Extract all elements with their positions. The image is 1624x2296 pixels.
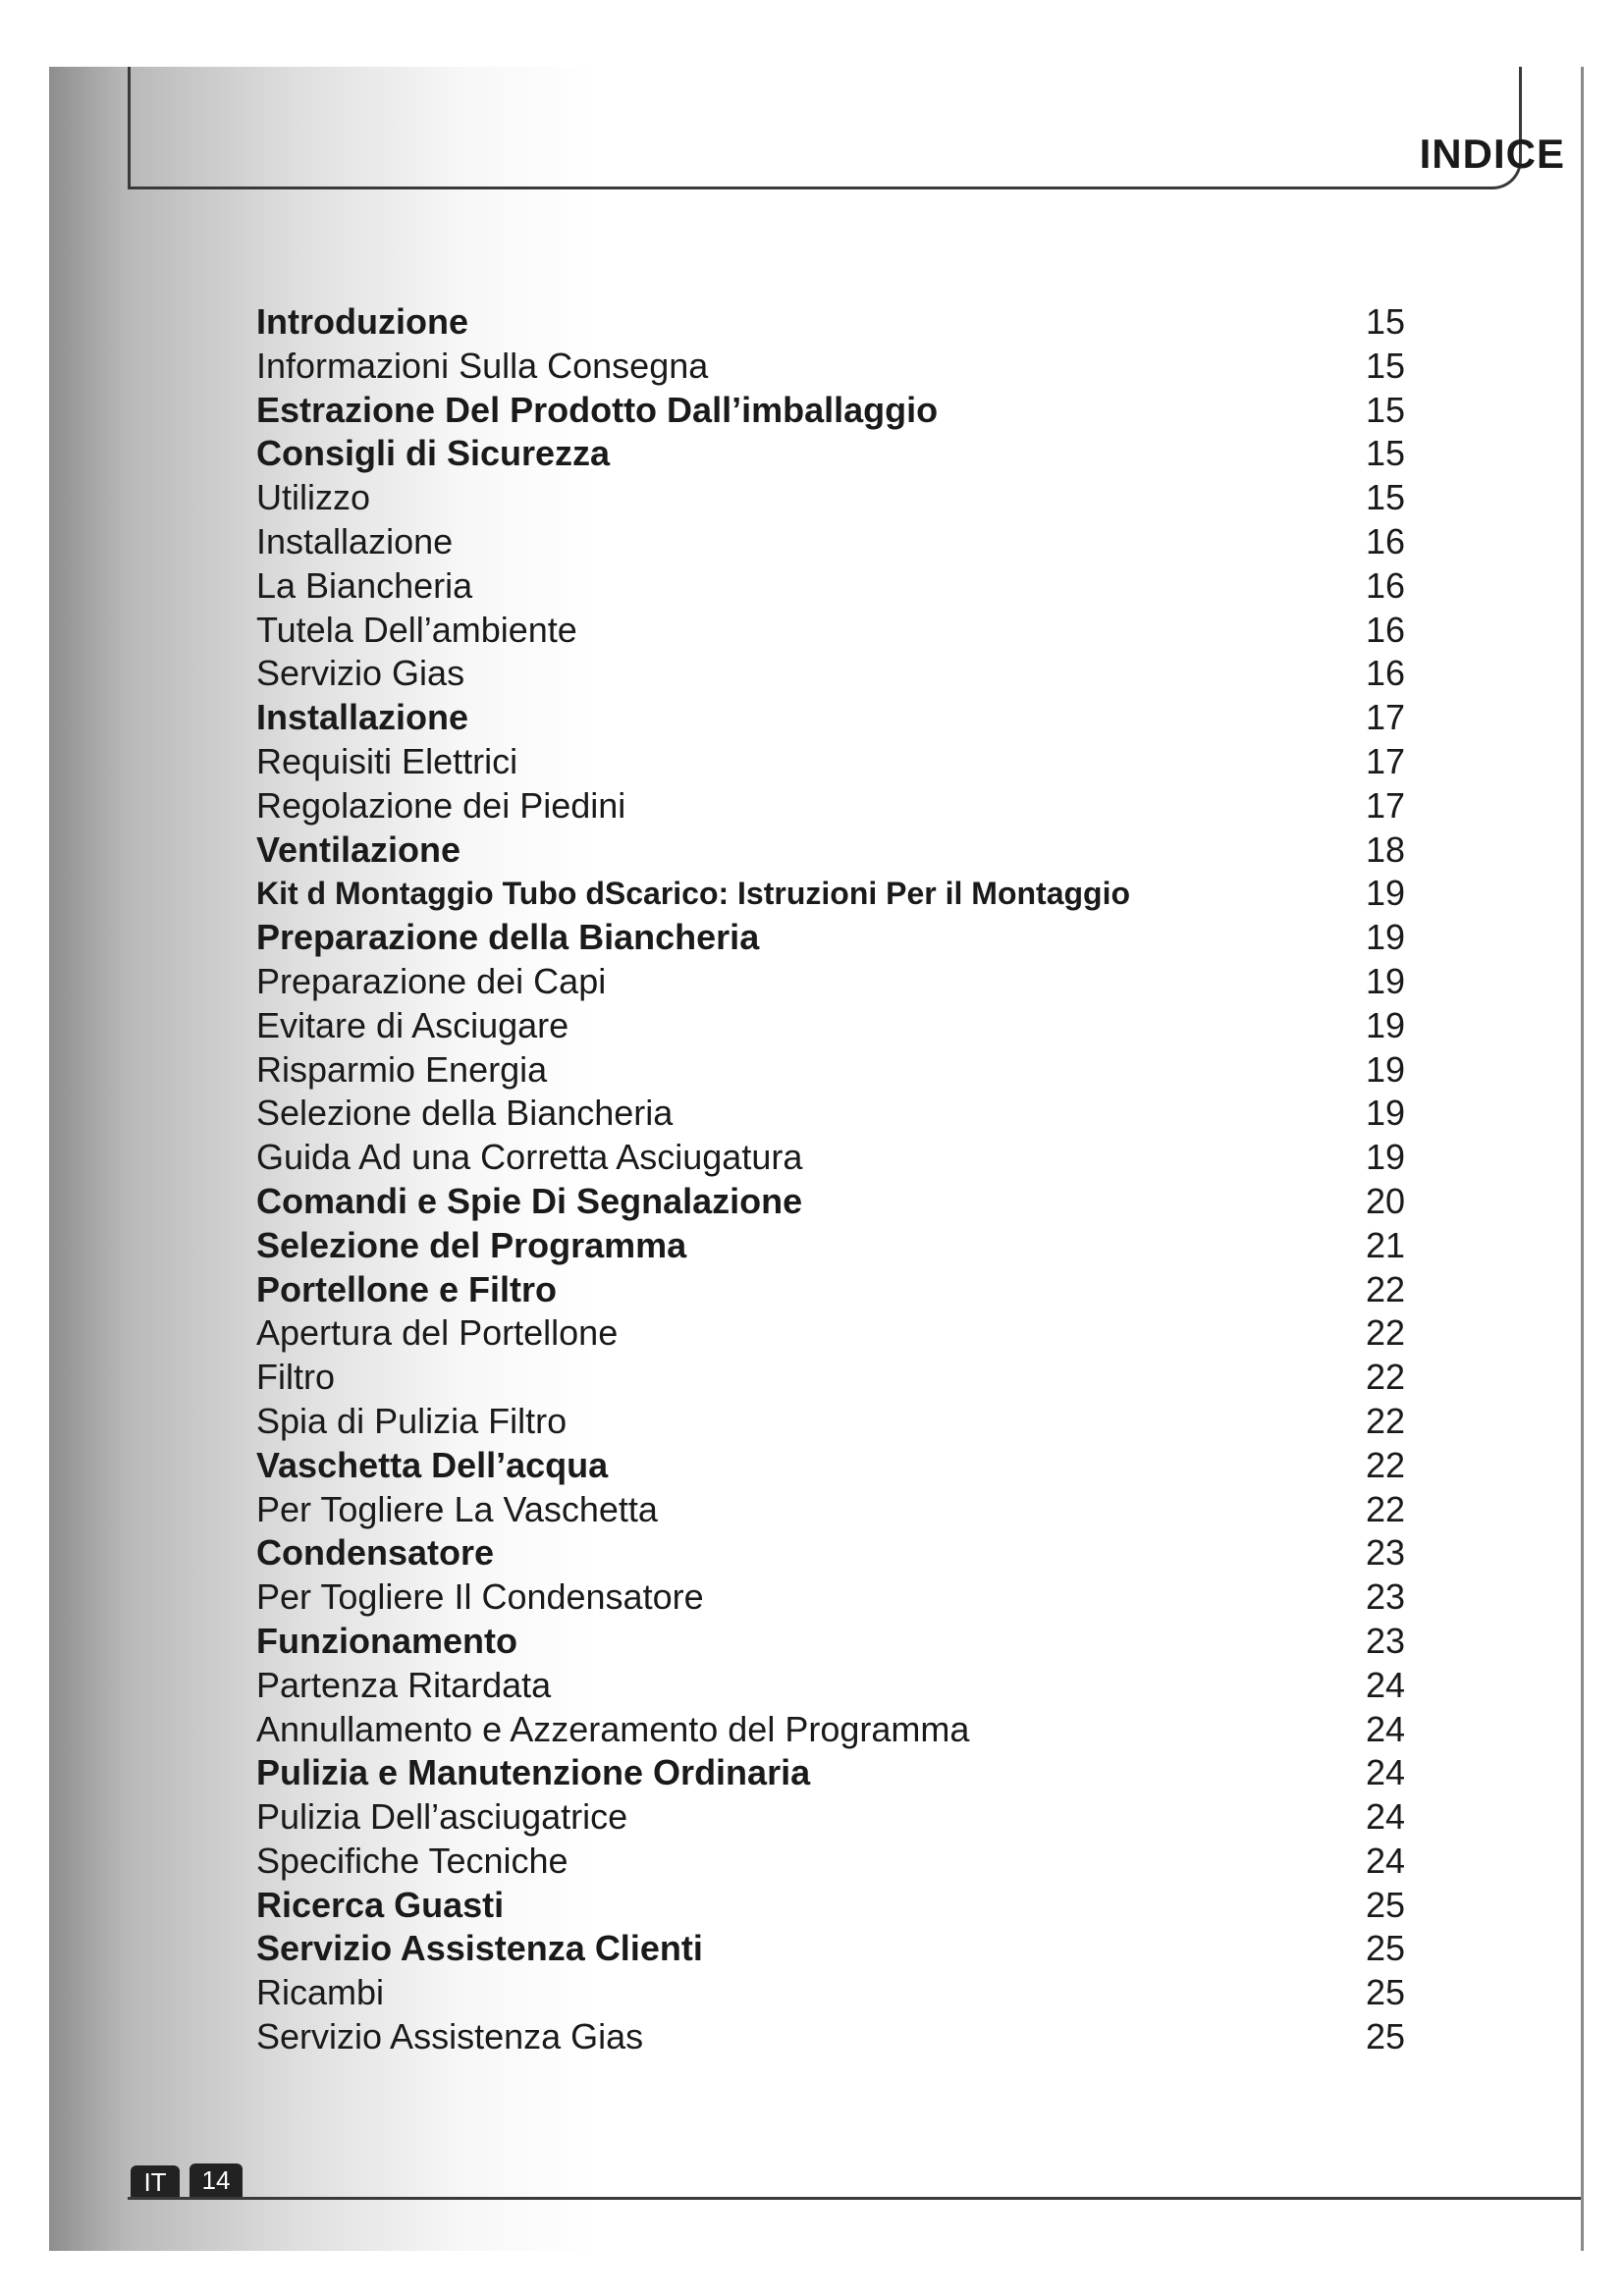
toc-entry-page: 22 [1366, 1488, 1406, 1529]
toc-entry-page: 24 [1366, 1664, 1406, 1705]
toc-entry-label: Kit d Montaggio Tubo dScarico: Istruzioni Per il Montaggio [256, 876, 1131, 912]
toc-entry-page: 22 [1366, 1357, 1406, 1398]
toc-entry-page: 25 [1366, 1928, 1406, 1969]
toc-entry-label: Installazione [256, 697, 469, 738]
toc-entry-page: 23 [1366, 1620, 1406, 1661]
toc-entry-label: Portellone e Filtro [256, 1268, 558, 1309]
toc-entry-page: 24 [1366, 1708, 1406, 1749]
toc-entry [256, 784, 1425, 828]
toc-entry [256, 1708, 1425, 1752]
toc-entry-label: Condensatore [256, 1532, 495, 1574]
toc-entry-label: Evitare di Asciugare [256, 1004, 569, 1045]
toc-entry-page: 20 [1366, 1180, 1406, 1221]
toc-entry-label: Selezione della Biancheria [256, 1093, 674, 1134]
toc-entry [256, 389, 1425, 433]
toc-entry-label: Apertura del Portellone [256, 1312, 619, 1354]
page-number-badge: 14 [189, 2163, 243, 2197]
toc-entry-page: 25 [1366, 1884, 1406, 1925]
toc-entry [256, 1224, 1425, 1268]
toc-entry-page: 16 [1366, 520, 1406, 561]
toc-entry-page: 15 [1366, 301, 1406, 342]
toc-entry-label: Partenza Ritardata [256, 1664, 552, 1705]
toc-entry [256, 1311, 1425, 1356]
toc-entry-label: Servizio Assistenza Clienti [256, 1928, 703, 1969]
toc-entry-page: 21 [1366, 1224, 1406, 1265]
toc-entry-label: Ventilazione [256, 828, 461, 870]
table-of-contents [256, 300, 1425, 2059]
toc-entry [256, 1004, 1425, 1048]
toc-entry-page: 15 [1366, 433, 1406, 474]
toc-entry-page: 24 [1366, 1752, 1406, 1793]
toc-entry-page: 15 [1366, 389, 1406, 430]
toc-entry-label: Informazioni Sulla Consegna [256, 345, 709, 386]
toc-entry [256, 2015, 1425, 2059]
toc-entry-label: Selezione del Programma [256, 1224, 687, 1265]
toc-entry-label: Servizio Assistenza Gias [256, 2016, 644, 2057]
toc-entry-label: Preparazione della Biancheria [256, 917, 760, 958]
toc-entry [256, 1400, 1425, 1444]
toc-entry [256, 1180, 1425, 1224]
toc-entry [256, 1136, 1425, 1180]
toc-entry [256, 1092, 1425, 1136]
toc-entry-page: 23 [1366, 1576, 1406, 1618]
toc-entry-page: 24 [1366, 1796, 1406, 1838]
toc-entry-page: 23 [1366, 1532, 1406, 1574]
toc-entry [256, 1444, 1425, 1488]
toc-entry-page: 17 [1366, 740, 1406, 781]
toc-entry [256, 1884, 1425, 1928]
toc-entry-page: 25 [1366, 1972, 1406, 2013]
toc-entry [256, 1840, 1425, 1884]
language-badge: IT [131, 2165, 180, 2197]
toc-entry [256, 520, 1425, 564]
toc-entry [256, 345, 1425, 389]
toc-entry [256, 1664, 1425, 1708]
toc-entry-label: Utilizzo [256, 477, 371, 518]
toc-entry [256, 609, 1425, 653]
toc-entry [256, 740, 1425, 784]
toc-entry [256, 1048, 1425, 1093]
toc-entry-page: 16 [1366, 564, 1406, 606]
page-title: INDICE [1419, 131, 1565, 177]
toc-entry-page: 22 [1366, 1444, 1406, 1485]
toc-entry-label: Pulizia Dell’asciugatrice [256, 1796, 628, 1838]
toc-entry [256, 1356, 1425, 1400]
toc-entry-page: 16 [1366, 653, 1406, 694]
toc-entry-page: 25 [1366, 2016, 1406, 2057]
toc-entry [256, 960, 1425, 1004]
toc-entry-label: Requisiti Elettrici [256, 740, 518, 781]
toc-entry-page: 19 [1366, 1004, 1406, 1045]
toc-entry-label: Guida Ad una Corretta Asciugatura [256, 1137, 803, 1178]
toc-entry [256, 1620, 1425, 1664]
toc-entry [256, 696, 1425, 740]
toc-entry [256, 1751, 1425, 1795]
toc-entry [256, 1575, 1425, 1620]
toc-entry-label: La Biancheria [256, 564, 473, 606]
toc-entry-label: Tutela Dell’ambiente [256, 609, 577, 650]
toc-entry-label: Funzionamento [256, 1620, 517, 1661]
toc-entry-label: Filtro [256, 1357, 335, 1398]
toc-entry-label: Per Togliere Il Condensatore [256, 1576, 704, 1618]
toc-entry-page: 19 [1366, 1093, 1406, 1134]
toc-entry [256, 1268, 1425, 1312]
toc-entry-label: Annullamento e Azzeramento del Programma [256, 1708, 970, 1749]
page-right-edge [1581, 67, 1584, 2251]
toc-entry-label: Ricambi [256, 1972, 385, 2013]
toc-entry [256, 916, 1425, 960]
toc-entry [256, 564, 1425, 609]
toc-entry [256, 1971, 1425, 2015]
toc-entry [256, 828, 1425, 873]
toc-entry-label: Spia di Pulizia Filtro [256, 1400, 568, 1441]
toc-entry-page: 18 [1366, 828, 1406, 870]
toc-entry-page: 17 [1366, 697, 1406, 738]
toc-entry [256, 1531, 1425, 1575]
toc-entry-label: Pulizia e Manutenzione Ordinaria [256, 1752, 811, 1793]
toc-entry-label: Ricerca Guasti [256, 1884, 505, 1925]
toc-entry-page: 16 [1366, 609, 1406, 650]
toc-entry-page: 22 [1366, 1400, 1406, 1441]
toc-entry-page: 22 [1366, 1268, 1406, 1309]
toc-entry-page: 19 [1366, 1048, 1406, 1090]
toc-entry [256, 652, 1425, 696]
toc-entry [256, 1795, 1425, 1840]
toc-entry-label: Estrazione Del Prodotto Dall’imballaggio [256, 389, 939, 430]
toc-entry-page: 17 [1366, 784, 1406, 826]
toc-entry-page: 19 [1366, 917, 1406, 958]
toc-entry [256, 1488, 1425, 1532]
footer-rule [128, 2197, 1581, 2200]
toc-entry-label: Servizio Gias [256, 653, 465, 694]
toc-entry [256, 300, 1425, 345]
toc-entry-page: 24 [1366, 1840, 1406, 1881]
toc-entry-label: Consigli di Sicurezza [256, 433, 611, 474]
toc-entry-label: Introduzione [256, 301, 468, 342]
toc-entry-label: Comandi e Spie Di Segnalazione [256, 1180, 803, 1221]
toc-entry [256, 476, 1425, 520]
toc-entry-page: 15 [1366, 477, 1406, 518]
toc-entry-label: Risparmio Energia [256, 1048, 548, 1090]
toc-entry-label: Per Togliere La Vaschetta [256, 1488, 658, 1529]
toc-entry-label: Vaschetta Dell’acqua [256, 1444, 609, 1485]
toc-entry-page: 15 [1366, 345, 1406, 386]
toc-entry-label: Regolazione dei Piedini [256, 784, 626, 826]
toc-entry-page: 22 [1366, 1312, 1406, 1354]
toc-entry-page: 19 [1366, 873, 1406, 914]
toc-entry [256, 432, 1425, 476]
toc-entry-page: 19 [1366, 960, 1406, 1001]
toc-entry-label: Specifiche Tecniche [256, 1840, 568, 1881]
toc-entry [256, 872, 1425, 916]
toc-entry-label: Installazione [256, 520, 454, 561]
toc-entry-page: 19 [1366, 1137, 1406, 1178]
toc-entry [256, 1927, 1425, 1971]
toc-entry-label: Preparazione dei Capi [256, 960, 607, 1001]
